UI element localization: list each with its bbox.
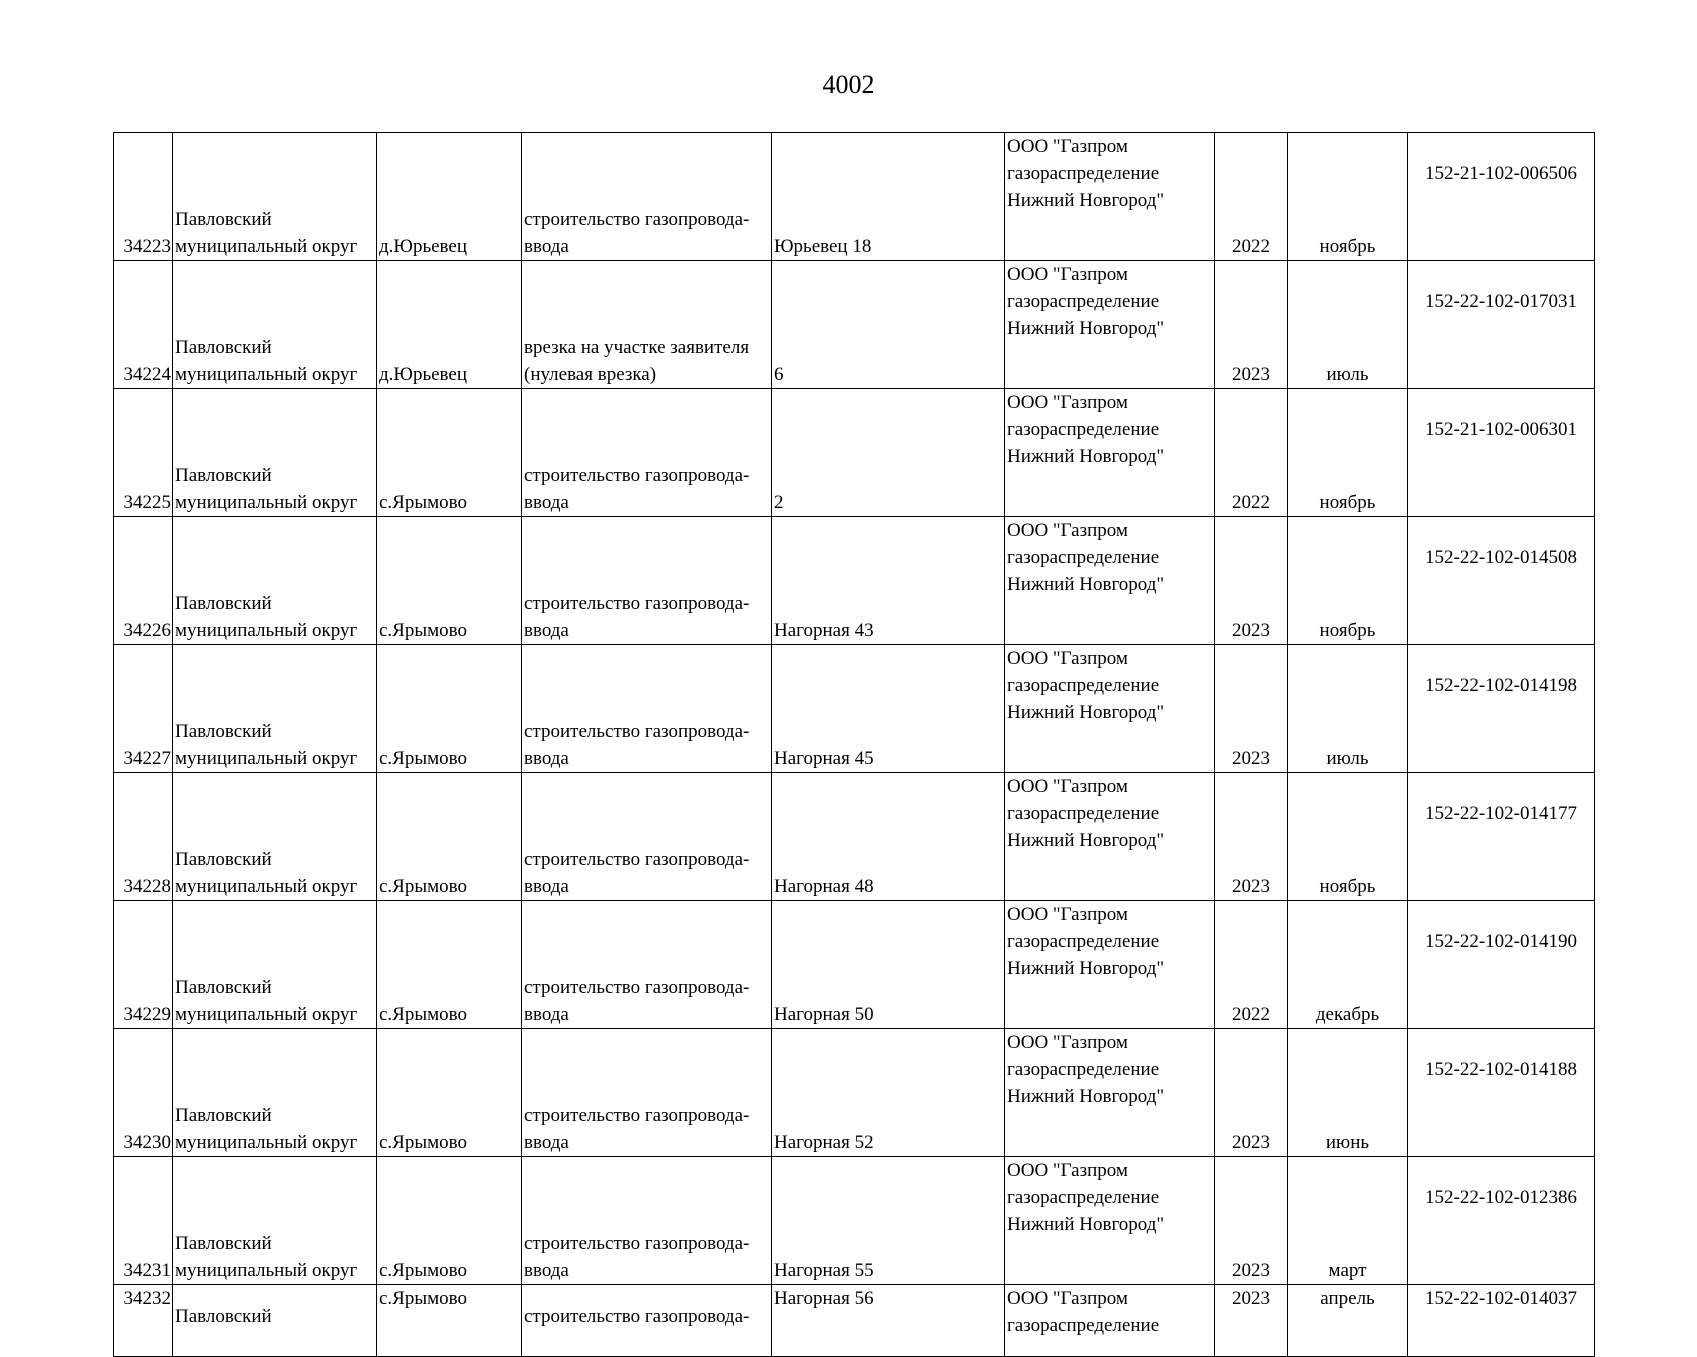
month-cell: ноябрь xyxy=(1288,389,1408,517)
row-number: 34224 xyxy=(114,261,173,389)
table-row xyxy=(114,1157,1595,1285)
code-cell: 152-22-102-017031 xyxy=(1408,261,1595,389)
work-type-cell: строительство газопровода-ввода xyxy=(522,1029,772,1157)
row-number: 34223 xyxy=(114,133,173,261)
settlement-cell: с.Ярымово xyxy=(377,901,522,1029)
organization-cell: ООО "Газпром газораспределение Нижний Новгород" xyxy=(1005,1029,1215,1157)
organization-cell: ООО "Газпром газораспределение Нижний Новгород" xyxy=(1005,133,1215,261)
organization-cell: ООО "Газпром газораспределение Нижний Новгород" xyxy=(1005,1157,1215,1285)
work-type-cell: строительство газопровода-ввода xyxy=(522,645,772,773)
organization-cell: ООО "Газпром газораспределение xyxy=(1005,1285,1215,1357)
table-row xyxy=(114,1029,1595,1157)
code-cell: 152-22-102-014190 xyxy=(1408,901,1595,1029)
registry-table xyxy=(113,132,1595,1357)
settlement-cell: с.Ярымово xyxy=(377,389,522,517)
code-cell: 152-21-102-006506 xyxy=(1408,133,1595,261)
settlement-cell: д.Юрьевец xyxy=(377,133,522,261)
page-number: 4002 xyxy=(822,70,875,99)
work-type-cell: строительство газопровода-ввода xyxy=(522,133,772,261)
work-type-cell: строительство газопровода- xyxy=(522,1285,772,1357)
code-cell: 152-21-102-006301 xyxy=(1408,389,1595,517)
settlement-cell: с.Ярымово xyxy=(377,1029,522,1157)
address-cell: 6 xyxy=(772,261,1005,389)
month-cell: март xyxy=(1288,1157,1408,1285)
settlement-cell: с.Ярымово xyxy=(377,1285,522,1357)
row-number: 34229 xyxy=(114,901,173,1029)
municipality-cell: Павловский муниципальный округ xyxy=(173,517,377,645)
organization-cell: ООО "Газпром газораспределение Нижний Новгород" xyxy=(1005,901,1215,1029)
row-number: 34225 xyxy=(114,389,173,517)
year-cell: 2022 xyxy=(1215,133,1288,261)
work-type-cell: строительство газопровода-ввода xyxy=(522,773,772,901)
code-cell: 152-22-102-014508 xyxy=(1408,517,1595,645)
code-cell: 152-22-102-012386 xyxy=(1408,1157,1595,1285)
settlement-cell: с.Ярымово xyxy=(377,773,522,901)
table-row xyxy=(114,389,1595,517)
address-cell: Нагорная 56 xyxy=(772,1285,1005,1357)
table-row xyxy=(114,517,1595,645)
table-row xyxy=(114,261,1595,389)
year-cell: 2022 xyxy=(1215,901,1288,1029)
address-cell: Юрьевец 18 xyxy=(772,133,1005,261)
code-cell: 152-22-102-014177 xyxy=(1408,773,1595,901)
year-cell: 2023 xyxy=(1215,1157,1288,1285)
work-type-cell: строительство газопровода-ввода xyxy=(522,1157,772,1285)
municipality-cell: Павловский муниципальный округ xyxy=(173,645,377,773)
year-cell: 2023 xyxy=(1215,261,1288,389)
address-cell: Нагорная 48 xyxy=(772,773,1005,901)
municipality-cell: Павловский муниципальный округ xyxy=(173,261,377,389)
address-cell: Нагорная 45 xyxy=(772,645,1005,773)
settlement-cell: с.Ярымово xyxy=(377,1157,522,1285)
table-row xyxy=(114,1285,1595,1357)
year-cell: 2023 xyxy=(1215,517,1288,645)
month-cell: июль xyxy=(1288,645,1408,773)
municipality-cell: Павловский муниципальный округ xyxy=(173,901,377,1029)
row-number: 34230 xyxy=(114,1029,173,1157)
organization-cell: ООО "Газпром газораспределение Нижний Новгород" xyxy=(1005,261,1215,389)
year-cell: 2023 xyxy=(1215,773,1288,901)
code-cell: 152-22-102-014037 xyxy=(1408,1285,1595,1357)
table-row xyxy=(114,133,1595,261)
row-number: 34227 xyxy=(114,645,173,773)
month-cell: ноябрь xyxy=(1288,517,1408,645)
address-cell: Нагорная 50 xyxy=(772,901,1005,1029)
address-cell: Нагорная 55 xyxy=(772,1157,1005,1285)
year-cell: 2023 xyxy=(1215,1029,1288,1157)
row-number: 34226 xyxy=(114,517,173,645)
row-number: 34232 xyxy=(114,1285,173,1357)
settlement-cell: с.Ярымово xyxy=(377,645,522,773)
work-type-cell: строительство газопровода-ввода xyxy=(522,901,772,1029)
year-cell: 2023 xyxy=(1215,645,1288,773)
settlement-cell: д.Юрьевец xyxy=(377,261,522,389)
month-cell: декабрь xyxy=(1288,901,1408,1029)
municipality-cell: Павловский xyxy=(173,1285,377,1357)
organization-cell: ООО "Газпром газораспределение Нижний Новгород" xyxy=(1005,645,1215,773)
code-cell: 152-22-102-014188 xyxy=(1408,1029,1595,1157)
work-type-cell: врезка на участке заявителя (нулевая врезка) xyxy=(522,261,772,389)
organization-cell: ООО "Газпром газораспределение Нижний Новгород" xyxy=(1005,517,1215,645)
municipality-cell: Павловский муниципальный округ xyxy=(173,1157,377,1285)
municipality-cell: Павловский муниципальный округ xyxy=(173,389,377,517)
row-number: 34228 xyxy=(114,773,173,901)
year-cell: 2022 xyxy=(1215,389,1288,517)
month-cell: апрель xyxy=(1288,1285,1408,1357)
organization-cell: ООО "Газпром газораспределение Нижний Новгород" xyxy=(1005,773,1215,901)
settlement-cell: с.Ярымово xyxy=(377,517,522,645)
work-type-cell: строительство газопровода-ввода xyxy=(522,517,772,645)
organization-cell: ООО "Газпром газораспределение Нижний Новгород" xyxy=(1005,389,1215,517)
month-cell: ноябрь xyxy=(1288,773,1408,901)
month-cell: июль xyxy=(1288,261,1408,389)
code-cell: 152-22-102-014198 xyxy=(1408,645,1595,773)
municipality-cell: Павловский муниципальный округ xyxy=(173,133,377,261)
address-cell: 2 xyxy=(772,389,1005,517)
month-cell: ноябрь xyxy=(1288,133,1408,261)
month-cell: июнь xyxy=(1288,1029,1408,1157)
table-row xyxy=(114,773,1595,901)
year-cell: 2023 xyxy=(1215,1285,1288,1357)
table-row xyxy=(114,645,1595,773)
municipality-cell: Павловский муниципальный округ xyxy=(173,1029,377,1157)
row-number: 34231 xyxy=(114,1157,173,1285)
municipality-cell: Павловский муниципальный округ xyxy=(173,773,377,901)
address-cell: Нагорная 43 xyxy=(772,517,1005,645)
work-type-cell: строительство газопровода-ввода xyxy=(522,389,772,517)
address-cell: Нагорная 52 xyxy=(772,1029,1005,1157)
table-row xyxy=(114,901,1595,1029)
